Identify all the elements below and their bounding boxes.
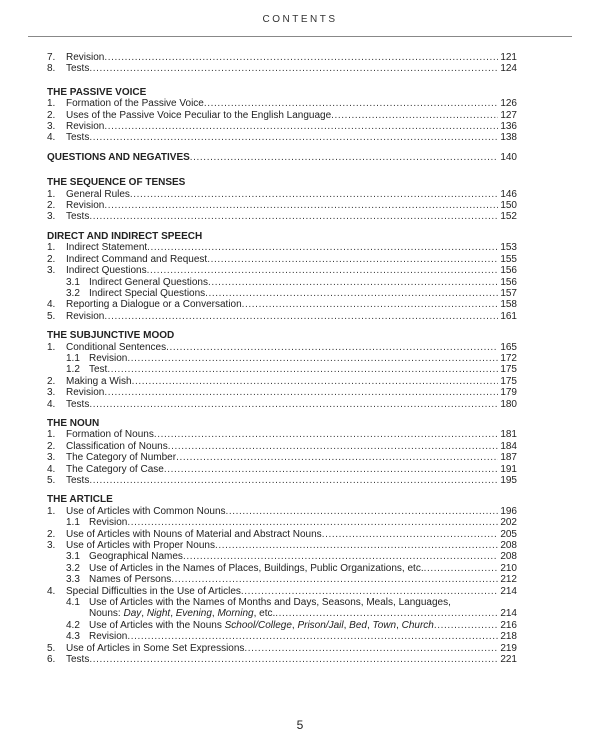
toc-entry xyxy=(47,364,517,375)
entry-label: Tests xyxy=(66,654,90,666)
leader-dots xyxy=(226,506,499,517)
entry-label: Revision xyxy=(66,310,105,322)
leader-dots xyxy=(241,586,498,597)
entry-page: 155 xyxy=(500,253,517,265)
entry-number: 1. xyxy=(47,505,56,517)
entry-label: Tests xyxy=(66,132,90,144)
leader-dots xyxy=(164,464,498,475)
leader-dots xyxy=(130,189,498,200)
entry-number: 2. xyxy=(47,440,56,452)
toc-entry xyxy=(47,506,517,517)
entry-number: 6. xyxy=(47,654,56,666)
toc-entry xyxy=(47,620,517,631)
entry-number: 3. xyxy=(47,452,56,464)
entry-label: Formation of Nouns xyxy=(66,429,154,441)
entry-number: 4. xyxy=(47,299,56,311)
toc-entry xyxy=(47,574,517,585)
entry-page: 126 xyxy=(500,98,517,110)
entry-label: Uses of the Passive Voice Peculiar to the English Language xyxy=(66,109,332,121)
entry-label-continued: Nouns: Day, Night, Evening, Morning, etc. xyxy=(89,608,276,620)
leader-dots xyxy=(154,429,498,440)
entry-label: Making a Wish xyxy=(66,375,132,387)
entry-page: 202 xyxy=(500,517,517,529)
toc-entry xyxy=(47,353,517,364)
toc-section xyxy=(47,87,517,144)
entry-label: Indirect General Questions xyxy=(89,276,208,288)
entry-page: 124 xyxy=(500,63,517,75)
entry-label: Use of Articles with Proper Nouns xyxy=(66,540,215,552)
leader-dots xyxy=(89,399,498,410)
toc-entry xyxy=(47,98,517,109)
toc-entry xyxy=(47,132,517,143)
entry-number: 3. xyxy=(47,540,56,552)
toc-section xyxy=(47,418,517,486)
entry-label: Use of Articles in the Names of Places, Buildings, Public Organizations, etc. xyxy=(89,562,424,574)
toc-entry xyxy=(47,254,517,265)
entry-label: Tests xyxy=(66,398,90,410)
leader-dots xyxy=(190,152,499,163)
leader-dots xyxy=(104,121,498,132)
entry-page: 212 xyxy=(500,574,517,586)
entry-number: 4.3 xyxy=(66,631,80,643)
entry-number: 5. xyxy=(47,310,56,322)
entry-number: 8. xyxy=(47,63,56,75)
leader-dots xyxy=(147,265,499,276)
entry-label: Test xyxy=(89,364,108,376)
entry-label: Use of Articles with the Nouns School/College, Prison/Jail, Bed, Town, Church xyxy=(89,619,434,631)
entry-number: 3.1 xyxy=(66,276,80,288)
toc-entry-line xyxy=(66,597,517,608)
leader-dots xyxy=(207,254,498,265)
leader-dots xyxy=(104,387,498,398)
toc-entry xyxy=(47,52,517,63)
section-title: THE NOUN xyxy=(47,417,100,429)
entry-number: 2. xyxy=(47,200,56,212)
entry-page: 218 xyxy=(500,631,517,643)
entry-label: Revision xyxy=(89,352,128,364)
section-title: THE SUBJUNCTIVE MOOD xyxy=(47,330,175,342)
leader-dots xyxy=(275,608,498,619)
entry-page: 127 xyxy=(500,109,517,121)
section-title-row xyxy=(47,152,517,163)
toc-entry xyxy=(47,121,517,132)
section-title: DIRECT AND INDIRECT SPEECH xyxy=(47,230,203,242)
toc-entry xyxy=(47,211,517,222)
leader-dots xyxy=(205,288,498,299)
section-title: THE PASSIVE VOICE xyxy=(47,86,147,98)
entry-number: 3.2 xyxy=(66,562,80,574)
leader-dots xyxy=(183,551,498,562)
leader-dots xyxy=(322,529,499,540)
entry-page: 152 xyxy=(500,211,517,223)
entry-page: 138 xyxy=(500,132,517,144)
entry-page: 208 xyxy=(500,551,517,563)
toc-section xyxy=(47,494,517,665)
entry-label: The Category of Case xyxy=(66,463,164,475)
leader-dots xyxy=(244,643,498,654)
entry-number: 1. xyxy=(47,429,56,441)
entry-page: 196 xyxy=(500,505,517,517)
entry-page: 205 xyxy=(500,528,517,540)
entry-page: 136 xyxy=(500,121,517,133)
entry-number: 1. xyxy=(47,341,56,353)
entry-label: General Rules xyxy=(66,188,130,200)
toc-entry xyxy=(47,529,517,540)
running-header: CONTENTS xyxy=(262,14,338,25)
leader-dots xyxy=(434,620,498,631)
entry-page: 219 xyxy=(500,642,517,654)
entry-number: 3.1 xyxy=(66,551,80,563)
entry-page: 221 xyxy=(500,654,517,666)
entry-page: 175 xyxy=(500,364,517,376)
leader-dots xyxy=(89,211,498,222)
table-of-contents xyxy=(47,52,517,674)
entry-page: 216 xyxy=(500,619,517,631)
leader-dots xyxy=(215,540,498,551)
entry-number: 1.1 xyxy=(66,517,80,529)
toc-entry xyxy=(47,110,517,121)
entry-page: 156 xyxy=(500,265,517,277)
toc-section xyxy=(47,152,517,163)
header-rule xyxy=(28,36,572,37)
entry-number: 4.1 xyxy=(66,597,80,609)
entry-page: 172 xyxy=(500,352,517,364)
entry-number: 2. xyxy=(47,375,56,387)
toc-entry xyxy=(47,311,517,322)
entry-page: 153 xyxy=(500,242,517,254)
toc-entry xyxy=(47,63,517,74)
leader-dots xyxy=(107,364,498,375)
toc-entry xyxy=(47,342,517,353)
entry-label: Use of Articles with Nouns of Material and Abstract Nouns xyxy=(66,528,322,540)
toc-entry xyxy=(47,242,517,253)
entry-page: 184 xyxy=(500,440,517,452)
entry-label: Geographical Names xyxy=(89,551,183,563)
toc-entry xyxy=(47,563,517,574)
entry-page: 157 xyxy=(500,287,517,299)
toc-entry xyxy=(47,429,517,440)
entry-number: 2. xyxy=(47,253,56,265)
entry-label: Indirect Command and Request xyxy=(66,253,208,265)
leader-dots xyxy=(104,52,498,63)
entry-number: 5. xyxy=(47,475,56,486)
toc-entry xyxy=(47,517,517,528)
page-number: 5 xyxy=(296,718,304,732)
toc-section xyxy=(47,231,517,322)
entry-number: 3. xyxy=(47,265,56,277)
leader-dots xyxy=(424,563,499,574)
leader-dots xyxy=(171,574,498,585)
leader-dots xyxy=(147,242,498,253)
entry-number: 4. xyxy=(47,585,56,597)
toc-entry xyxy=(47,441,517,452)
toc-section xyxy=(47,330,517,410)
entry-number: 1. xyxy=(47,242,56,254)
entry-number: 4. xyxy=(47,132,56,144)
toc-entry xyxy=(47,387,517,398)
toc-entry xyxy=(47,597,517,620)
entry-label: Classification of Nouns xyxy=(66,440,168,452)
entry-label: Use of Articles with Common Nouns xyxy=(66,505,226,517)
entry-number: 3. xyxy=(47,387,56,399)
leader-dots xyxy=(89,132,498,143)
toc-entry xyxy=(47,643,517,654)
entry-number: 3.3 xyxy=(66,574,80,586)
toc-entry xyxy=(47,475,517,486)
leader-dots xyxy=(89,654,498,665)
entry-label: Revision xyxy=(66,200,105,212)
section-title: THE SEQUENCE OF TENSES xyxy=(47,177,186,189)
entry-page: 146 xyxy=(500,188,517,200)
entry-number: 2. xyxy=(47,109,56,121)
entry-number: 7. xyxy=(47,52,56,63)
toc-entry xyxy=(47,631,517,642)
entry-label: Tests xyxy=(66,475,90,486)
entry-page: 180 xyxy=(500,398,517,410)
leader-dots xyxy=(89,63,498,74)
leader-dots xyxy=(331,110,498,121)
entry-label: Special Difficulties in the Use of Articles xyxy=(66,585,241,597)
toc-entry xyxy=(47,277,517,288)
toc-section xyxy=(47,52,517,75)
toc-entry xyxy=(47,464,517,475)
entry-page: 156 xyxy=(500,276,517,288)
toc-entry xyxy=(47,288,517,299)
entry-number: 4.2 xyxy=(66,619,80,631)
toc-section xyxy=(47,177,517,223)
leader-dots xyxy=(208,277,498,288)
entry-number: 3. xyxy=(47,211,56,223)
section-title: THE ARTICLE xyxy=(47,494,113,506)
section-title: QUESTIONS AND NEGATIVES xyxy=(47,151,190,163)
entry-label: Tests xyxy=(66,211,90,223)
entry-number: 1. xyxy=(47,188,56,200)
toc-entry xyxy=(47,540,517,551)
entry-label: Revision xyxy=(89,631,128,643)
toc-entry xyxy=(47,399,517,410)
leader-dots xyxy=(104,311,498,322)
entry-label: Reporting a Dialogue or a Conversation xyxy=(66,299,242,311)
entry-page: 181 xyxy=(500,429,517,441)
leader-dots xyxy=(168,441,499,452)
entry-page: 179 xyxy=(500,387,517,399)
entry-page: 121 xyxy=(500,52,517,63)
toc-entry xyxy=(47,189,517,200)
entry-page: 158 xyxy=(500,299,517,311)
entry-page: 214 xyxy=(500,608,517,620)
entry-label: Conditional Sentences xyxy=(66,341,167,353)
leader-dots xyxy=(127,631,498,642)
leader-dots xyxy=(242,299,499,310)
entry-label: Use of Articles in Some Set Expressions xyxy=(66,642,245,654)
entry-page: 150 xyxy=(500,200,517,212)
entry-number: 1.2 xyxy=(66,364,80,376)
leader-dots xyxy=(89,475,498,486)
entry-number: 3. xyxy=(47,121,56,133)
entry-label: Revision xyxy=(66,121,105,133)
leader-dots xyxy=(127,353,498,364)
entry-page: 195 xyxy=(500,475,517,486)
entry-label: Revision xyxy=(66,387,105,399)
leader-dots xyxy=(176,452,498,463)
entry-number: 5. xyxy=(47,642,56,654)
toc-entry-line xyxy=(66,608,517,619)
entry-label: Revision xyxy=(89,517,128,529)
entry-label: The Category of Number xyxy=(66,452,177,464)
leader-dots xyxy=(204,98,498,109)
entry-label: Indirect Special Questions xyxy=(89,287,206,299)
leader-dots xyxy=(104,200,498,211)
entry-number: 1.1 xyxy=(66,352,80,364)
entry-page: 187 xyxy=(500,452,517,464)
toc-entry xyxy=(47,586,517,597)
toc-entry xyxy=(47,551,517,562)
leader-dots xyxy=(127,517,498,528)
entry-page: 191 xyxy=(500,463,517,475)
entry-number: 3.2 xyxy=(66,287,80,299)
entry-label: Use of Articles with the Names of Months and Days, Seasons, Meals, Languages, xyxy=(89,597,451,609)
toc-entry xyxy=(47,452,517,463)
entry-page: 214 xyxy=(500,585,517,597)
entry-label: Formation of the Passive Voice xyxy=(66,98,204,110)
entry-number: 4. xyxy=(47,398,56,410)
toc-entry xyxy=(47,200,517,211)
entry-page: 165 xyxy=(500,341,517,353)
entry-label: Indirect Questions xyxy=(66,265,147,277)
toc-entry xyxy=(47,654,517,665)
leader-dots xyxy=(166,342,498,353)
entry-page: 208 xyxy=(500,540,517,552)
toc-entry xyxy=(47,376,517,387)
entry-number: 1. xyxy=(47,98,56,110)
entry-label: Revision xyxy=(66,52,105,63)
entry-number: 2. xyxy=(47,528,56,540)
toc-entry xyxy=(47,265,517,276)
entry-page: 175 xyxy=(500,375,517,387)
toc-entry xyxy=(47,299,517,310)
entry-page: 161 xyxy=(500,310,517,322)
section-page: 140 xyxy=(500,151,517,163)
entry-label: Indirect Statement xyxy=(66,242,148,254)
entry-label: Tests xyxy=(66,63,90,75)
entry-number: 4. xyxy=(47,463,56,475)
entry-page: 210 xyxy=(500,562,517,574)
entry-label: Names of Persons xyxy=(89,574,172,586)
leader-dots xyxy=(132,376,499,387)
